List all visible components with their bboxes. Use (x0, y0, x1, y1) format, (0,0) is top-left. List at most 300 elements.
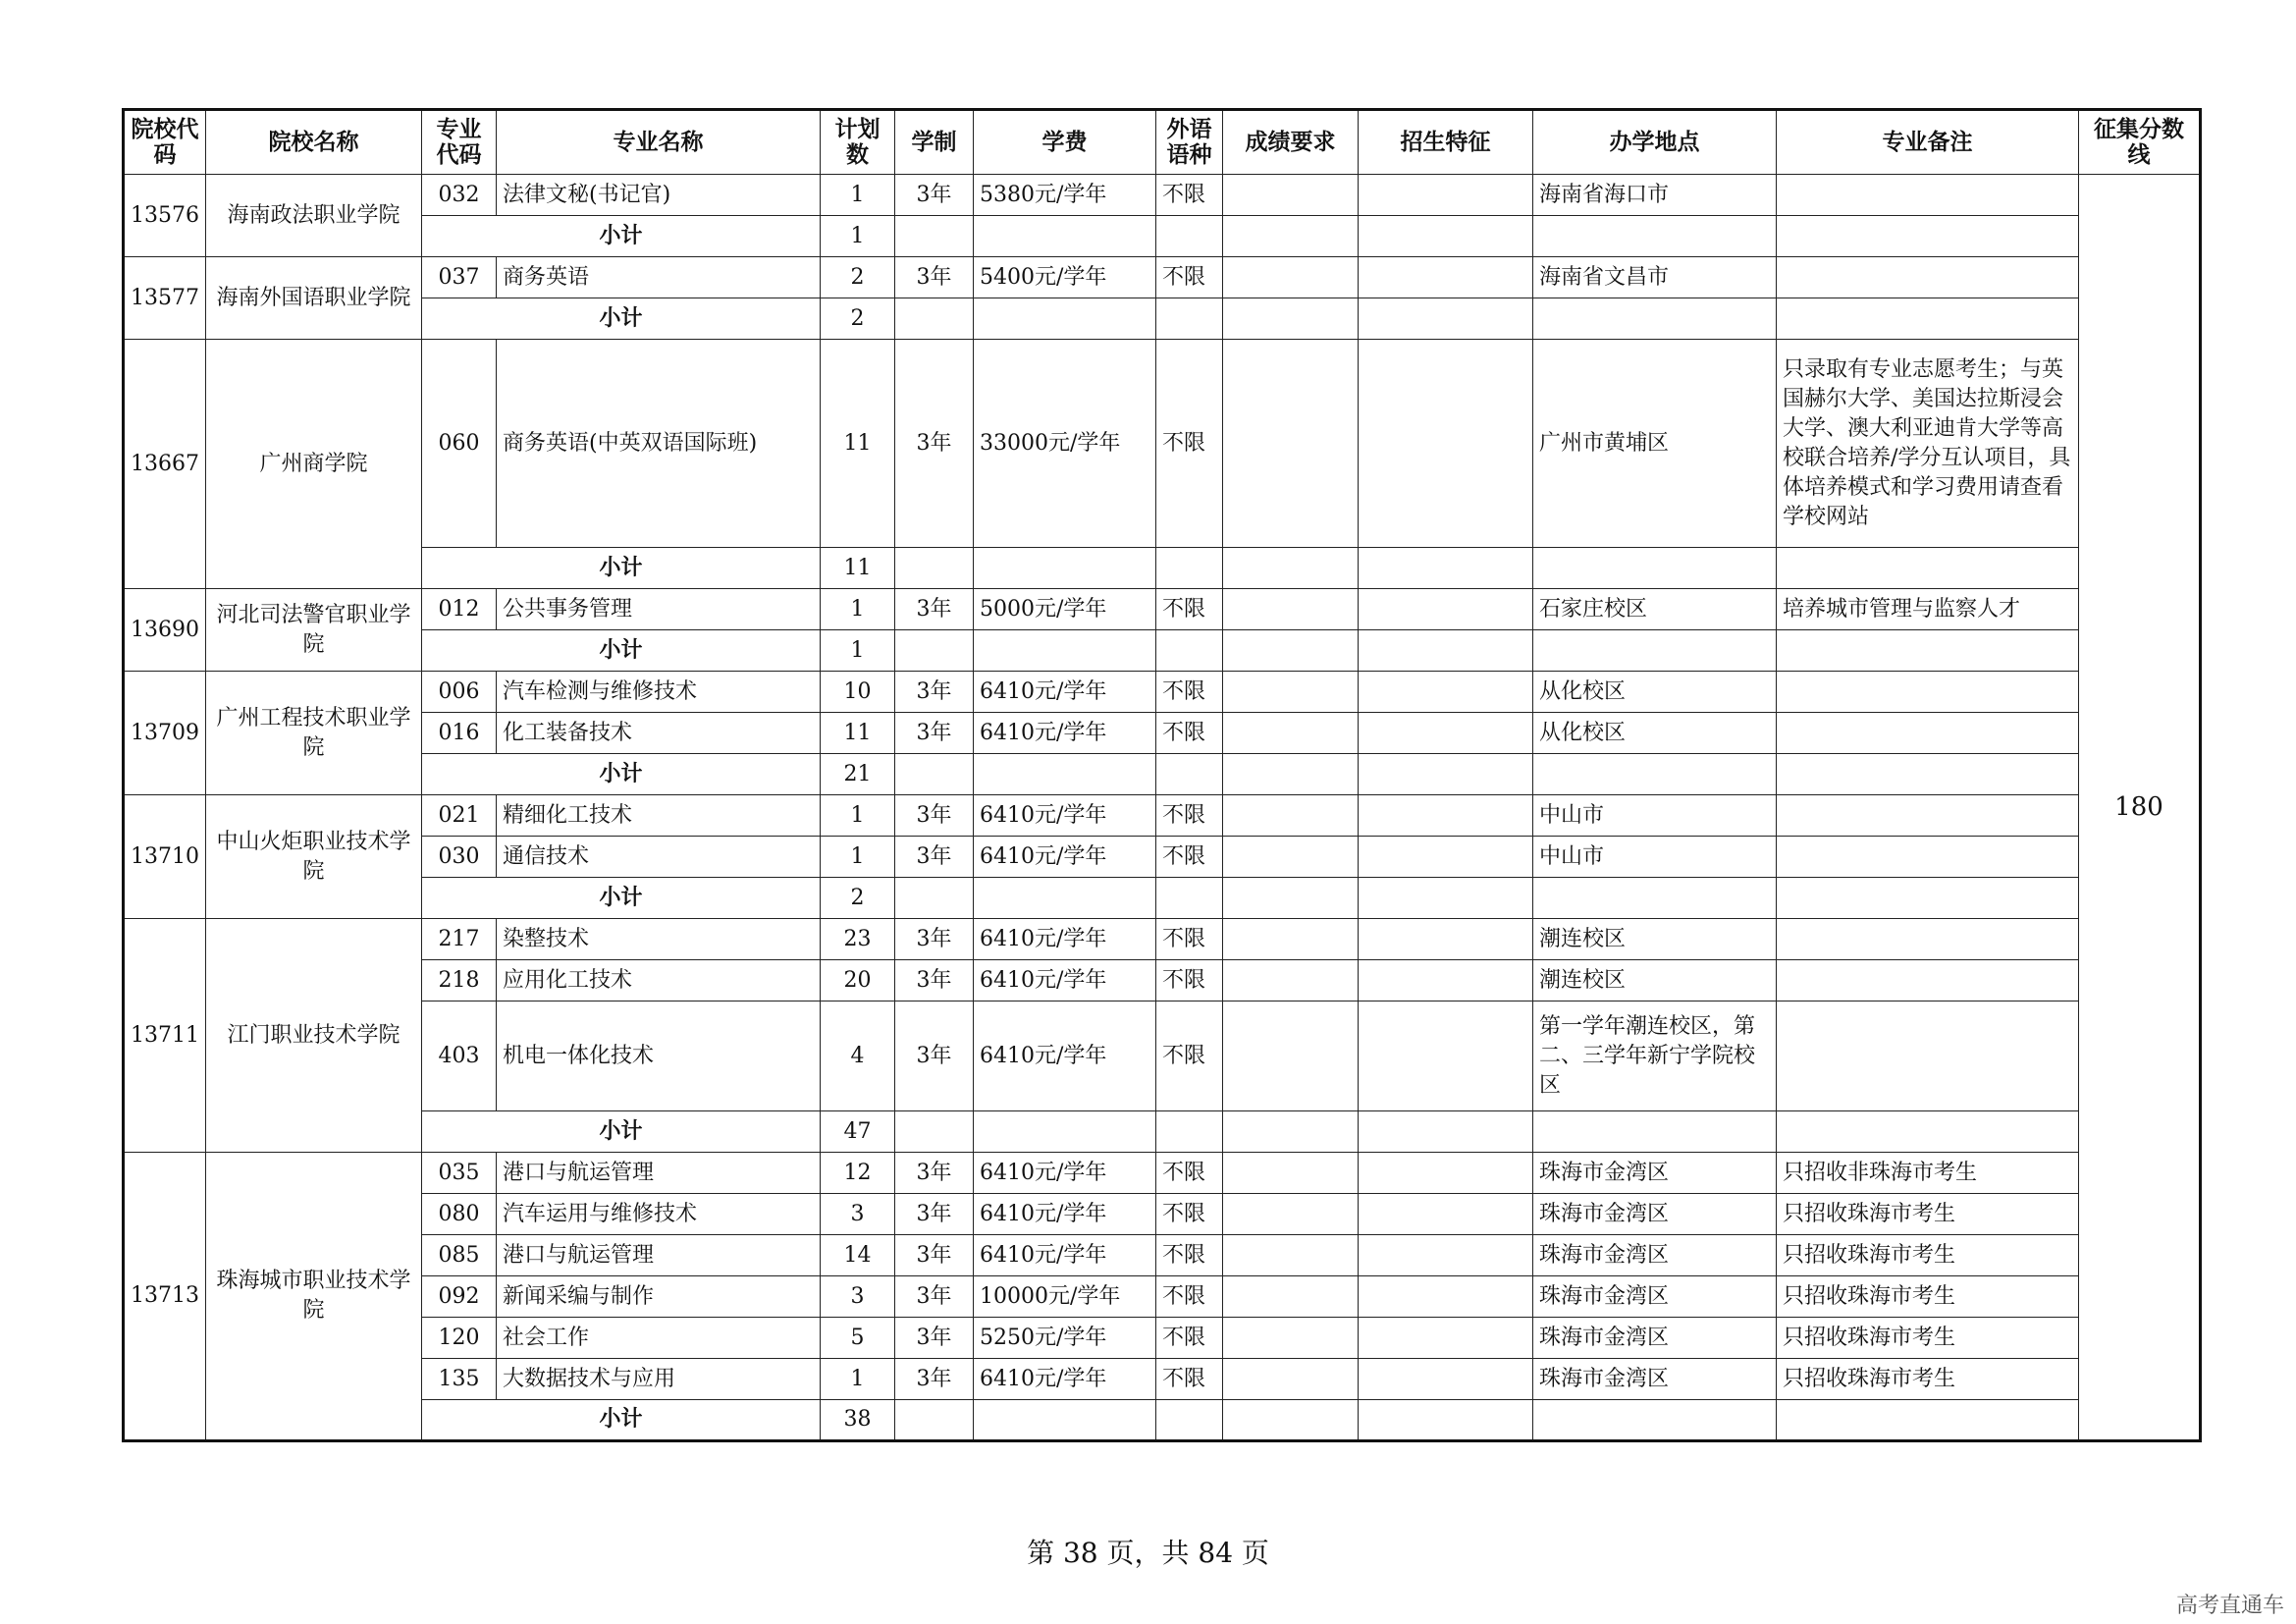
header-major-code: 专业代码 (422, 110, 497, 175)
empty-cell (1223, 754, 1359, 795)
subtotal-value: 21 (821, 754, 895, 795)
tuition-fee: 5380元/学年 (974, 175, 1156, 216)
page-number: 第 38 页，共 84 页 (1027, 1537, 1269, 1569)
study-years: 3年 (895, 1001, 974, 1111)
header-language: 外语语种 (1156, 110, 1223, 175)
score-requirement (1223, 1318, 1359, 1359)
major-code: 037 (422, 257, 497, 298)
table-row (124, 672, 2201, 713)
empty-cell (1533, 298, 1777, 340)
header-fee: 学费 (974, 110, 1156, 175)
major-code: 135 (422, 1359, 497, 1400)
subtotal-label: 小计 (422, 630, 821, 672)
major-note: 只招收珠海市考生 (1777, 1235, 2079, 1276)
subtotal-label: 小计 (422, 1400, 821, 1441)
location: 海南省文昌市 (1533, 257, 1777, 298)
school-name: 广州商学院 (206, 340, 422, 589)
empty-cell (1359, 630, 1533, 672)
location: 潮连校区 (1533, 960, 1777, 1001)
empty-cell (895, 630, 974, 672)
major-note (1777, 175, 2079, 216)
subtotal-value: 1 (821, 216, 895, 257)
tuition-fee: 6410元/学年 (974, 795, 1156, 837)
major-name: 公共事务管理 (497, 589, 821, 630)
empty-cell (1223, 548, 1359, 589)
major-code: 085 (422, 1235, 497, 1276)
language: 不限 (1156, 837, 1223, 878)
admission-feature (1359, 1001, 1533, 1111)
major-note (1777, 837, 2079, 878)
major-name: 精细化工技术 (497, 795, 821, 837)
admission-feature (1359, 837, 1533, 878)
subtotal-value: 47 (821, 1111, 895, 1153)
admission-feature (1359, 919, 1533, 960)
tuition-fee: 5400元/学年 (974, 257, 1156, 298)
major-note: 只招收珠海市考生 (1777, 1194, 2079, 1235)
tuition-fee: 6410元/学年 (974, 837, 1156, 878)
empty-cell (1223, 878, 1359, 919)
major-name: 机电一体化技术 (497, 1001, 821, 1111)
study-years: 3年 (895, 1276, 974, 1318)
admission-feature (1359, 795, 1533, 837)
plan-count: 10 (821, 672, 895, 713)
language: 不限 (1156, 960, 1223, 1001)
language: 不限 (1156, 340, 1223, 548)
school-code: 13713 (124, 1153, 206, 1441)
school-code: 13576 (124, 175, 206, 257)
admission-feature (1359, 1153, 1533, 1194)
empty-cell (1223, 216, 1359, 257)
empty-cell (1223, 1400, 1359, 1441)
empty-cell (974, 878, 1156, 919)
study-years: 3年 (895, 919, 974, 960)
major-code: 032 (422, 175, 497, 216)
table-row (124, 919, 2201, 960)
header-major-name: 专业名称 (497, 110, 821, 175)
major-code: 217 (422, 919, 497, 960)
major-code: 403 (422, 1001, 497, 1111)
header-school-code: 院校代码 (124, 110, 206, 175)
empty-cell (1359, 1111, 1533, 1153)
major-note (1777, 1001, 2079, 1111)
empty-cell (1156, 1400, 1223, 1441)
major-code: 030 (422, 837, 497, 878)
empty-cell (974, 216, 1156, 257)
location: 石家庄校区 (1533, 589, 1777, 630)
school-code: 13577 (124, 257, 206, 340)
table-row (124, 589, 2201, 630)
plan-count: 11 (821, 713, 895, 754)
language: 不限 (1156, 919, 1223, 960)
header-school-name: 院校名称 (206, 110, 422, 175)
language: 不限 (1156, 795, 1223, 837)
major-code: 092 (422, 1276, 497, 1318)
table-row (124, 960, 2201, 1001)
school-name: 江门职业技术学院 (206, 919, 422, 1153)
empty-cell (974, 754, 1156, 795)
empty-cell (895, 298, 974, 340)
major-note (1777, 713, 2079, 754)
location: 从化校区 (1533, 672, 1777, 713)
empty-cell (1533, 548, 1777, 589)
school-code: 13711 (124, 919, 206, 1153)
subtotal-row (124, 1111, 2201, 1153)
tuition-fee: 6410元/学年 (974, 1235, 1156, 1276)
study-years: 3年 (895, 340, 974, 548)
plan-count: 3 (821, 1194, 895, 1235)
major-note: 只招收非珠海市考生 (1777, 1153, 2079, 1194)
empty-cell (974, 1400, 1156, 1441)
score-requirement (1223, 340, 1359, 548)
plan-count: 11 (821, 340, 895, 548)
score-requirement (1223, 589, 1359, 630)
tuition-fee: 6410元/学年 (974, 960, 1156, 1001)
major-note (1777, 257, 2079, 298)
language: 不限 (1156, 672, 1223, 713)
empty-cell (1156, 878, 1223, 919)
location: 中山市 (1533, 837, 1777, 878)
school-name: 河北司法警官职业学院 (206, 589, 422, 672)
location: 珠海市金湾区 (1533, 1359, 1777, 1400)
score-requirement (1223, 1153, 1359, 1194)
study-years: 3年 (895, 1153, 974, 1194)
major-name: 大数据技术与应用 (497, 1359, 821, 1400)
language: 不限 (1156, 1318, 1223, 1359)
score-requirement (1223, 1235, 1359, 1276)
watermark: 高考直通车 (2175, 1594, 2284, 1618)
empty-cell (1359, 754, 1533, 795)
empty-cell (1533, 1400, 1777, 1441)
empty-cell (1533, 216, 1777, 257)
table-row (124, 837, 2201, 878)
empty-cell (895, 878, 974, 919)
score-requirement (1223, 1194, 1359, 1235)
subtotal-value: 1 (821, 630, 895, 672)
header-score: 成绩要求 (1223, 110, 1359, 175)
language: 不限 (1156, 257, 1223, 298)
tuition-fee: 6410元/学年 (974, 713, 1156, 754)
empty-cell (895, 1400, 974, 1441)
table-body (124, 175, 2201, 1441)
tuition-fee: 6410元/学年 (974, 1194, 1156, 1235)
location: 从化校区 (1533, 713, 1777, 754)
admission-feature (1359, 589, 1533, 630)
subtotal-row (124, 1400, 2201, 1441)
school-name: 珠海城市职业技术学院 (206, 1153, 422, 1441)
subtotal-value: 2 (821, 298, 895, 340)
empty-cell (1777, 754, 2079, 795)
empty-cell (1359, 878, 1533, 919)
admission-feature (1359, 1318, 1533, 1359)
plan-count: 1 (821, 1359, 895, 1400)
score-requirement (1223, 837, 1359, 878)
admission-feature (1359, 713, 1533, 754)
study-years: 3年 (895, 1235, 974, 1276)
tuition-fee: 6410元/学年 (974, 1359, 1156, 1400)
study-years: 3年 (895, 589, 974, 630)
major-name: 通信技术 (497, 837, 821, 878)
score-requirement (1223, 175, 1359, 216)
subtotal-label: 小计 (422, 216, 821, 257)
empty-cell (1777, 298, 2079, 340)
admission-feature (1359, 960, 1533, 1001)
empty-cell (1533, 754, 1777, 795)
study-years: 3年 (895, 1318, 974, 1359)
major-note (1777, 919, 2079, 960)
table-row (124, 1276, 2201, 1318)
school-code: 13709 (124, 672, 206, 795)
tuition-fee: 6410元/学年 (974, 672, 1156, 713)
plan-count: 1 (821, 795, 895, 837)
header-location: 办学地点 (1533, 110, 1777, 175)
major-note (1777, 672, 2079, 713)
header-cutoff: 征集分数线 (2079, 110, 2201, 175)
study-years: 3年 (895, 837, 974, 878)
major-note: 培养城市管理与监察人才 (1777, 589, 2079, 630)
school-name: 广州工程技术职业学院 (206, 672, 422, 795)
tuition-fee: 6410元/学年 (974, 1001, 1156, 1111)
empty-cell (1359, 216, 1533, 257)
admission-feature (1359, 1359, 1533, 1400)
major-name: 染整技术 (497, 919, 821, 960)
empty-cell (1777, 1111, 2079, 1153)
empty-cell (1156, 548, 1223, 589)
study-years: 3年 (895, 960, 974, 1001)
empty-cell (974, 298, 1156, 340)
admission-feature (1359, 175, 1533, 216)
major-name: 新闻采编与制作 (497, 1276, 821, 1318)
major-name: 港口与航运管理 (497, 1153, 821, 1194)
empty-cell (1777, 878, 2079, 919)
location: 珠海市金湾区 (1533, 1276, 1777, 1318)
header-feature: 招生特征 (1359, 110, 1533, 175)
location: 中山市 (1533, 795, 1777, 837)
major-name: 汽车检测与维修技术 (497, 672, 821, 713)
subtotal-label: 小计 (422, 1111, 821, 1153)
school-code: 13710 (124, 795, 206, 919)
empty-cell (1533, 630, 1777, 672)
table-row (124, 713, 2201, 754)
study-years: 3年 (895, 672, 974, 713)
language: 不限 (1156, 713, 1223, 754)
major-note: 只招收珠海市考生 (1777, 1318, 2079, 1359)
score-requirement (1223, 1001, 1359, 1111)
subtotal-row (124, 878, 2201, 919)
subtotal-value: 11 (821, 548, 895, 589)
language: 不限 (1156, 1194, 1223, 1235)
subtotal-row (124, 630, 2201, 672)
school-code: 13690 (124, 589, 206, 672)
table-row (124, 1359, 2201, 1400)
major-note: 只招收珠海市考生 (1777, 1276, 2079, 1318)
admission-feature (1359, 1194, 1533, 1235)
language: 不限 (1156, 1276, 1223, 1318)
subtotal-label: 小计 (422, 298, 821, 340)
location: 珠海市金湾区 (1533, 1235, 1777, 1276)
admission-feature (1359, 1235, 1533, 1276)
tuition-fee: 5250元/学年 (974, 1318, 1156, 1359)
empty-cell (1156, 754, 1223, 795)
language: 不限 (1156, 1153, 1223, 1194)
plan-count: 4 (821, 1001, 895, 1111)
location: 珠海市金湾区 (1533, 1318, 1777, 1359)
table-row (124, 1194, 2201, 1235)
study-years: 3年 (895, 795, 974, 837)
major-name: 商务英语(中英双语国际班) (497, 340, 821, 548)
major-note: 只录取有专业志愿考生；与英国赫尔大学、美国达拉斯浸会大学、澳大利亚迪肯大学等高校联合培养/学分互认项目，具体培养模式和学习费用请查看学校网站 (1777, 340, 2079, 548)
study-years: 3年 (895, 1359, 974, 1400)
language: 不限 (1156, 1001, 1223, 1111)
major-name: 法律文秘(书记官) (497, 175, 821, 216)
study-years: 3年 (895, 175, 974, 216)
plan-count: 23 (821, 919, 895, 960)
empty-cell (1777, 1400, 2079, 1441)
admission-feature (1359, 1276, 1533, 1318)
language: 不限 (1156, 1359, 1223, 1400)
subtotal-label: 小计 (422, 878, 821, 919)
major-note (1777, 795, 2079, 837)
location: 珠海市金湾区 (1533, 1153, 1777, 1194)
empty-cell (1777, 216, 2079, 257)
empty-cell (895, 1111, 974, 1153)
plan-count: 3 (821, 1276, 895, 1318)
empty-cell (1359, 548, 1533, 589)
score-requirement (1223, 713, 1359, 754)
table-row (124, 795, 2201, 837)
admission-plan-table (122, 108, 2202, 1442)
study-years: 3年 (895, 1194, 974, 1235)
score-requirement (1223, 257, 1359, 298)
plan-count: 1 (821, 837, 895, 878)
major-code: 021 (422, 795, 497, 837)
tuition-fee: 33000元/学年 (974, 340, 1156, 548)
major-name: 商务英语 (497, 257, 821, 298)
school-code: 13667 (124, 340, 206, 589)
empty-cell (895, 216, 974, 257)
subtotal-label: 小计 (422, 548, 821, 589)
location: 珠海市金湾区 (1533, 1194, 1777, 1235)
empty-cell (1533, 878, 1777, 919)
header-years: 学制 (895, 110, 974, 175)
score-requirement (1223, 672, 1359, 713)
language: 不限 (1156, 175, 1223, 216)
score-requirement (1223, 795, 1359, 837)
location: 第一学年潮连校区，第二、三学年新宁学院校区 (1533, 1001, 1777, 1111)
major-code: 218 (422, 960, 497, 1001)
table-row (124, 1235, 2201, 1276)
score-requirement (1223, 1359, 1359, 1400)
plan-count: 1 (821, 175, 895, 216)
table-row (124, 1001, 2201, 1111)
subtotal-row (124, 754, 2201, 795)
admission-feature (1359, 340, 1533, 548)
header-note: 专业备注 (1777, 110, 2079, 175)
empty-cell (895, 548, 974, 589)
major-name: 化工装备技术 (497, 713, 821, 754)
table-row (124, 257, 2201, 298)
tuition-fee: 10000元/学年 (974, 1276, 1156, 1318)
table-row (124, 175, 2201, 216)
cutoff-score: 180 (2079, 175, 2201, 1441)
study-years: 3年 (895, 257, 974, 298)
subtotal-value: 2 (821, 878, 895, 919)
location: 潮连校区 (1533, 919, 1777, 960)
score-requirement (1223, 960, 1359, 1001)
major-note (1777, 960, 2079, 1001)
empty-cell (1359, 298, 1533, 340)
major-name: 汽车运用与维修技术 (497, 1194, 821, 1235)
plan-count: 5 (821, 1318, 895, 1359)
admission-feature (1359, 672, 1533, 713)
empty-cell (1777, 548, 2079, 589)
empty-cell (1156, 1111, 1223, 1153)
empty-cell (1223, 298, 1359, 340)
empty-cell (974, 630, 1156, 672)
major-code: 006 (422, 672, 497, 713)
empty-cell (1156, 216, 1223, 257)
plan-count: 1 (821, 589, 895, 630)
plan-count: 2 (821, 257, 895, 298)
major-name: 港口与航运管理 (497, 1235, 821, 1276)
major-code: 080 (422, 1194, 497, 1235)
header-plan: 计划数 (821, 110, 895, 175)
plan-count: 20 (821, 960, 895, 1001)
study-years: 3年 (895, 713, 974, 754)
table-row (124, 1153, 2201, 1194)
empty-cell (1223, 1111, 1359, 1153)
major-code: 035 (422, 1153, 497, 1194)
major-code: 016 (422, 713, 497, 754)
score-requirement (1223, 1276, 1359, 1318)
subtotal-label: 小计 (422, 754, 821, 795)
empty-cell (1156, 630, 1223, 672)
subtotal-row (124, 216, 2201, 257)
empty-cell (895, 754, 974, 795)
major-code: 060 (422, 340, 497, 548)
tuition-fee: 6410元/学年 (974, 1153, 1156, 1194)
header-row (124, 110, 2201, 175)
major-name: 社会工作 (497, 1318, 821, 1359)
school-name: 中山火炬职业技术学院 (206, 795, 422, 919)
empty-cell (974, 548, 1156, 589)
empty-cell (1359, 1400, 1533, 1441)
language: 不限 (1156, 1235, 1223, 1276)
language: 不限 (1156, 589, 1223, 630)
admission-feature (1359, 257, 1533, 298)
empty-cell (974, 1111, 1156, 1153)
table-row (124, 340, 2201, 548)
location: 海南省海口市 (1533, 175, 1777, 216)
empty-cell (1156, 298, 1223, 340)
school-name: 海南政法职业学院 (206, 175, 422, 257)
tuition-fee: 6410元/学年 (974, 919, 1156, 960)
plan-count: 12 (821, 1153, 895, 1194)
major-code: 012 (422, 589, 497, 630)
empty-cell (1777, 630, 2079, 672)
empty-cell (1223, 630, 1359, 672)
major-name: 应用化工技术 (497, 960, 821, 1001)
score-requirement (1223, 919, 1359, 960)
plan-count: 14 (821, 1235, 895, 1276)
location: 广州市黄埔区 (1533, 340, 1777, 548)
subtotal-row (124, 548, 2201, 589)
major-note: 只招收珠海市考生 (1777, 1359, 2079, 1400)
school-name: 海南外国语职业学院 (206, 257, 422, 340)
empty-cell (1533, 1111, 1777, 1153)
table-row (124, 1318, 2201, 1359)
major-code: 120 (422, 1318, 497, 1359)
subtotal-row (124, 298, 2201, 340)
